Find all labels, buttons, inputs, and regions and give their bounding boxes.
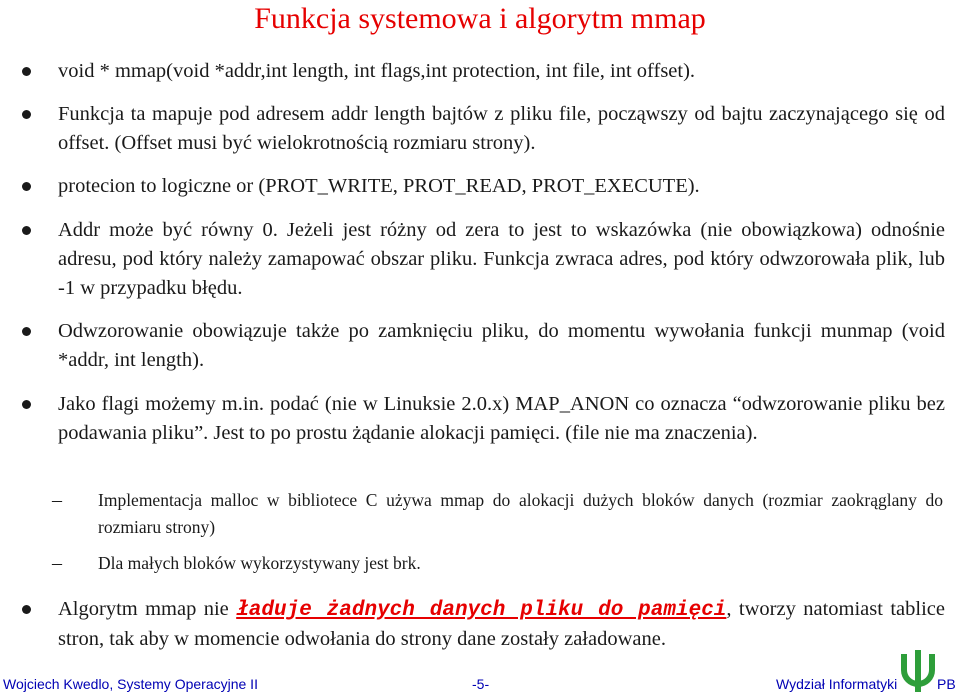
footer: [0, 676, 960, 695]
bullet-text: protecion to logiczne or (PROT_WRITE, PROT_READ, PROT_EXECUTE).: [58, 175, 700, 197]
bullet-dot: [22, 605, 31, 614]
bullet-dot: [22, 67, 31, 76]
sub-bullet-text: Dla małych bloków wykorzystywany jest brk.: [98, 553, 421, 573]
page-title: Funkcja systemowa i algorytm mmap: [254, 2, 706, 35]
dash-marker: –: [52, 489, 62, 511]
bullet-text: Odwzorowanie obowiązuje także po zamknięciu pliku, do momentu wywołania funkcji munmap (void *addr, int length).: [58, 320, 945, 371]
emphasis-text: ładuje żadnych danych pliku do pamięci: [236, 599, 727, 622]
bullet-text: void * mmap(void *addr,int length, int flags,int protection, int file, int offset).: [58, 60, 696, 82]
bullet-text: Addr może być równy 0. Jeżeli jest różny od zera to jest to wskazówka (nie obowiązkowa) odnośnie adresu, pod który należy zamapować obszar pliku. Funkcja zwraca adres, pod który odwzorowała plik, lub -1 w przypadku błędu.: [58, 219, 945, 299]
text-after: , tworzy natomiast tablice stron, tak aby w momencie odwołania do strony dane zostały załadowane.: [58, 598, 945, 650]
bullet-text: Jako flagi możemy m.in. podać (nie w Linuksie 2.0.x) MAP_ANON co oznacza “odwzorowanie pliku bez podawania pliku”. Jest to po prostu żądanie alokacji pamięci. (file nie ma znaczenia).: [58, 393, 945, 444]
bullet-dot: [22, 226, 31, 235]
bullet-dot: [22, 400, 31, 409]
footer-page-number: -5-: [472, 676, 490, 692]
bullet-dot: [22, 110, 31, 119]
bullet-text: [58, 595, 945, 654]
dash-marker: –: [52, 552, 62, 574]
footer-faculty: Wydział Informatyki: [776, 676, 898, 692]
text-before: Algorytm mmap nie: [58, 598, 237, 620]
footer-author: Wojciech Kwedlo, Systemy Operacyjne II: [3, 676, 258, 692]
footer-pb: PB: [937, 676, 956, 692]
bullet-text: Funkcja ta mapuje pod adresem addr length bajtów z pliku file, począwszy od bajtu zaczynającego się od offset. (Offset musi być wielokrotnością rozmiaru strony).: [58, 103, 945, 154]
sub-bullet-text: Implementacja malloc w bibliotece C używa mmap do alokacji dużych bloków danych (rozmiar zaokrąglany do rozmiaru strony): [98, 490, 943, 537]
bullet-dot: [22, 327, 31, 336]
bullet-dot: [22, 182, 31, 191]
